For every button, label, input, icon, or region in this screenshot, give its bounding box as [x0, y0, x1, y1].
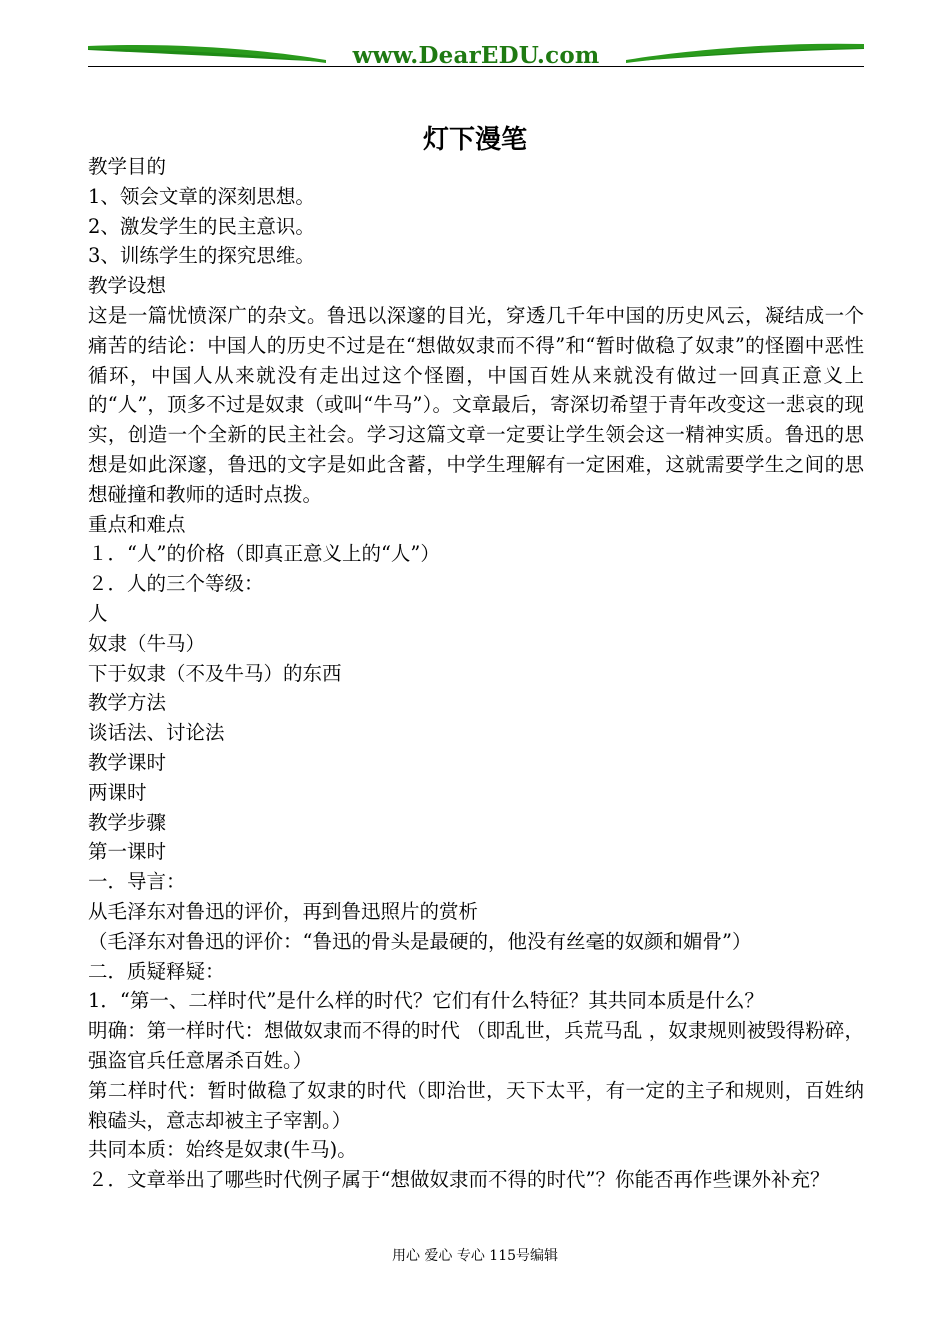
- document-body: [88, 152, 864, 1195]
- paragraph: ２．文章举出了哪些时代例子属于“想做奴隶而不得的时代”？你能否再作些课外补充？: [88, 1168, 830, 1192]
- paragraph: 这是一篇忧愤深广的杂文。鲁迅以深邃的目光，穿透几千年中国的历史风云，凝结成一个痛苦的结论：中国人的历史不过是在“想做奴隶而不得”和“暂时做稳了奴隶”的怪圈中恶性循环，中国人从来就没有走出过这个怪圈，中国百姓从来就没有做过一回真正意义上的“人”，顶多不过是奴隶（或叫“牛马”）。文章最后，寄深切希望于青年改变这一悲哀的现实，创造一个全新的民主社会。学习这篇文章一定要让学生领会这一精神实质。鲁迅的思想是如此深邃，鲁迅的文字是如此含蓄，中学生理解有一定困难，这就需要学生之间的思想碰撞和教师的适时点拨。: [88, 303, 864, 506]
- text-line: 谈话法、讨论法: [88, 721, 225, 745]
- section-heading: 教学步骤: [88, 810, 167, 834]
- list-item: 2、激发学生的民主意识。: [88, 214, 315, 238]
- header-rule: [88, 66, 864, 67]
- page-footer: 用心 爱心 专心 115号编辑: [391, 1248, 559, 1264]
- list-item: 3、训练学生的探究思维。: [88, 244, 315, 268]
- question-line: 1．“第一、二样时代”是什么样的时代？它们有什么特征？其共同本质是什么？: [88, 989, 764, 1013]
- list-item: ２．人的三个等级：: [88, 572, 264, 596]
- list-item: 1、领会文章的深刻思想。: [88, 184, 315, 208]
- list-item: １．“人”的价格（即真正意义上的“人”）: [88, 542, 440, 566]
- text-line: （毛泽东对鲁迅的评价：“鲁迅的骨头是最硬的，他没有丝毫的奴颜和媚骨”）: [88, 929, 752, 953]
- text-line: 奴隶（牛马）: [88, 631, 206, 655]
- text-line: 人: [88, 601, 108, 625]
- text-line: 二．质疑释疑：: [88, 959, 225, 983]
- section-heading: 教学课时: [88, 750, 167, 774]
- section-heading: 教学方法: [88, 691, 167, 715]
- text-line: 共同本质：始终是奴隶(牛马)。: [88, 1138, 357, 1162]
- text-line: 第一课时: [88, 840, 167, 864]
- text-line: 一．导言：: [88, 870, 186, 894]
- section-heading: 教学目的: [88, 155, 167, 178]
- paragraph: 明确：第一样时代：想做奴隶而不得的时代 （即乱世，兵荒马乱 ，奴隶规则被毁得粉碎，强盗官兵任意屠杀百姓。）: [88, 1019, 864, 1072]
- paragraph: 第二样时代：暂时做稳了奴隶的时代（即治世，天下太平，有一定的主子和规则，百姓纳粮磕头，意志却被主子宰割。）: [88, 1078, 864, 1132]
- text-line: 从毛泽东对鲁迅的评价，再到鲁迅照片的赏析: [88, 899, 479, 923]
- page-title: 灯下漫笔: [422, 125, 527, 155]
- text-line: 下于奴隶（不及牛马）的东西: [88, 661, 342, 685]
- section-heading: 重点和难点: [88, 512, 186, 536]
- site-name: www.DearEDU.com: [352, 42, 600, 69]
- section-heading: 教学设想: [88, 274, 167, 298]
- text-line: 两课时: [88, 780, 147, 804]
